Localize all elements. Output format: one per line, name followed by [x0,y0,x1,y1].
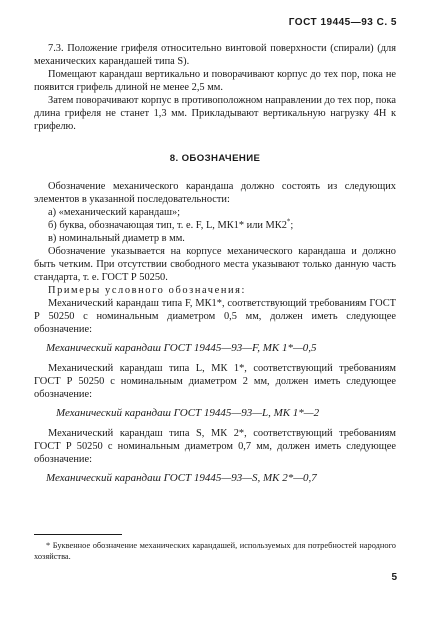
list-item-a: а) «механический карандаш»; [48,207,181,218]
running-header: ГОСТ 19445—93 С. 5 [288,17,397,28]
example-3-text: Механический карандаш типа S, МК 2*, соответствующий требованиям ГОСТ Р 50250 с номинальным диаметром 0,7 мм, должен иметь следующее обозначение: [34,428,396,465]
section-title: 8. ОБОЗНАЧЕНИЕ [169,153,261,164]
paragraph-7-3: 7.3. Положение грифеля относительно винтовой поверхности (спирали) (для механических карандашей типа S). [34,43,396,67]
example-2-designation: Механический карандаш ГОСТ 19445—93—L, МК 1*—2 [56,407,320,419]
paragraph-marking: Обозначение указывается на корпусе механического карандаша и должно быть четким. При отсутствии свободного места указывают только данную часть стандарта, т. е. ГОСТ Р 50250. [34,246,396,283]
page-number: 5 [391,572,397,583]
paragraph-designation-intro: Обозначение механического карандаша должно состоять из следующих элементов в указанной последовательности: [34,181,396,205]
example-1-designation: Механический карандаш ГОСТ 19445—93—F, МК 1*—0,5 [46,342,317,354]
example-2-text: Механический карандаш типа L, МК 1*, соответствующий требованиям ГОСТ Р 50250 с номинальным диаметром 2 мм, должен иметь следующее обозначение: [34,363,396,400]
footnote: * Буквенное обозначение механических карандашей, используемых для потребностей народного хозяйства. [34,541,396,561]
example-1-text: Механический карандаш типа F, МК1*, соответствующий требованиям ГОСТ Р 50250 с номинальным диаметром 0,5 мм, должен иметь следующее обозначение: [34,298,396,335]
document-body [34,42,396,492]
list-item-b [34,219,396,232]
list-item-c: в) номинальный диаметр в мм. [48,233,185,244]
example-3-designation: Механический карандаш ГОСТ 19445—93—S, МК 2*—0,7 [46,472,317,484]
examples-heading: Примеры условного обозначения: [48,285,247,296]
paragraph-turn-body: Затем поворачивают корпус в противоположном направлении до тех пор, пока длина грифеля не станет 1,3 мм. Прикладывают вертикальную нагрузку 4Н к грифелю. [34,95,396,132]
paragraph-place-pencil: Помещают карандаш вертикально и поворачивают корпус до тех пор, пока не появится грифель длиной не менее 2,5 мм. [34,69,396,93]
footnote-mark: * [286,217,291,226]
list-item-b-end: ; [290,220,294,231]
list-item-b-text: б) буква, обозначающая тип, т. е. F, L, МК1* или МК2 [48,220,287,231]
footnote-rule [34,534,122,535]
